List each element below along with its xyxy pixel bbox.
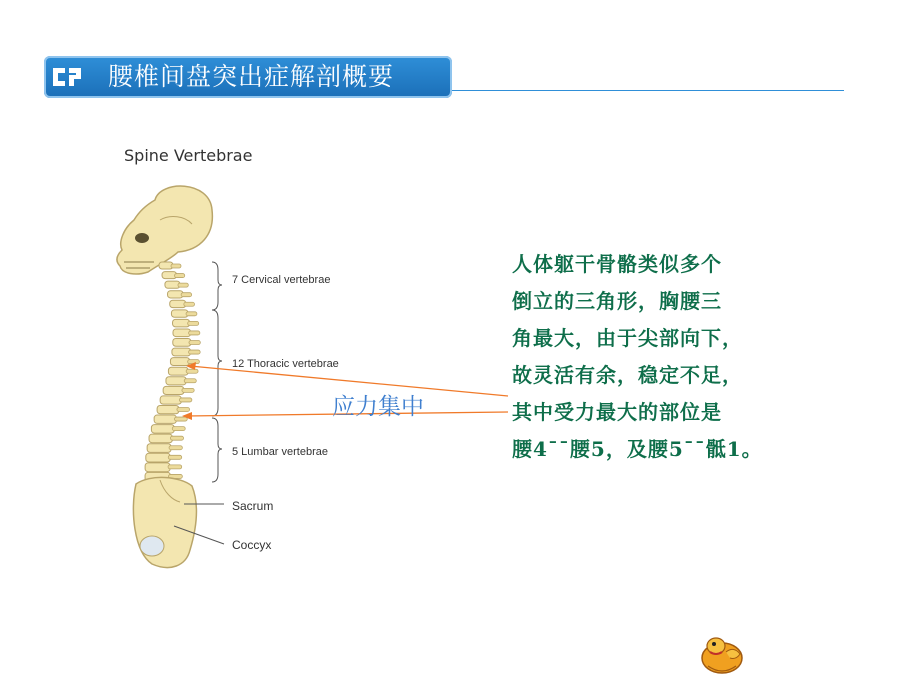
stress-arrowhead-upper (186, 362, 196, 370)
stress-arrowhead-lower (182, 412, 192, 420)
body-line: 角最大，由于尖部向下， (512, 326, 743, 350)
body-line: 故灵活有余，稳定不足， (512, 363, 743, 387)
body-line: 人体躯干骨骼类似多个 (512, 252, 722, 276)
label-sacrum: Sacrum (232, 499, 274, 513)
label-thoracic: 12 Thoracic vertebrae (232, 358, 339, 370)
label-cervical: 7 Cervical vertebrae (232, 274, 331, 286)
body-line: 倒立的三角形，胸腰三 (512, 289, 722, 313)
mascot-icon (696, 628, 748, 678)
body-line: 其中受力最大的部位是 (512, 400, 722, 424)
body-text (512, 246, 852, 468)
page-title: 腰椎间盘突出症解剖概要 (108, 62, 395, 91)
stress-concentration-label: 应力集中 (332, 394, 424, 420)
label-lumbar: 5 Lumbar vertebrae (232, 446, 328, 458)
figure-title: Spine Vertebrae (124, 146, 253, 165)
body-line: 腰4¯¯腰5，及腰5¯¯骶1。 (512, 437, 763, 461)
label-coccyx: Coccyx (232, 538, 272, 552)
